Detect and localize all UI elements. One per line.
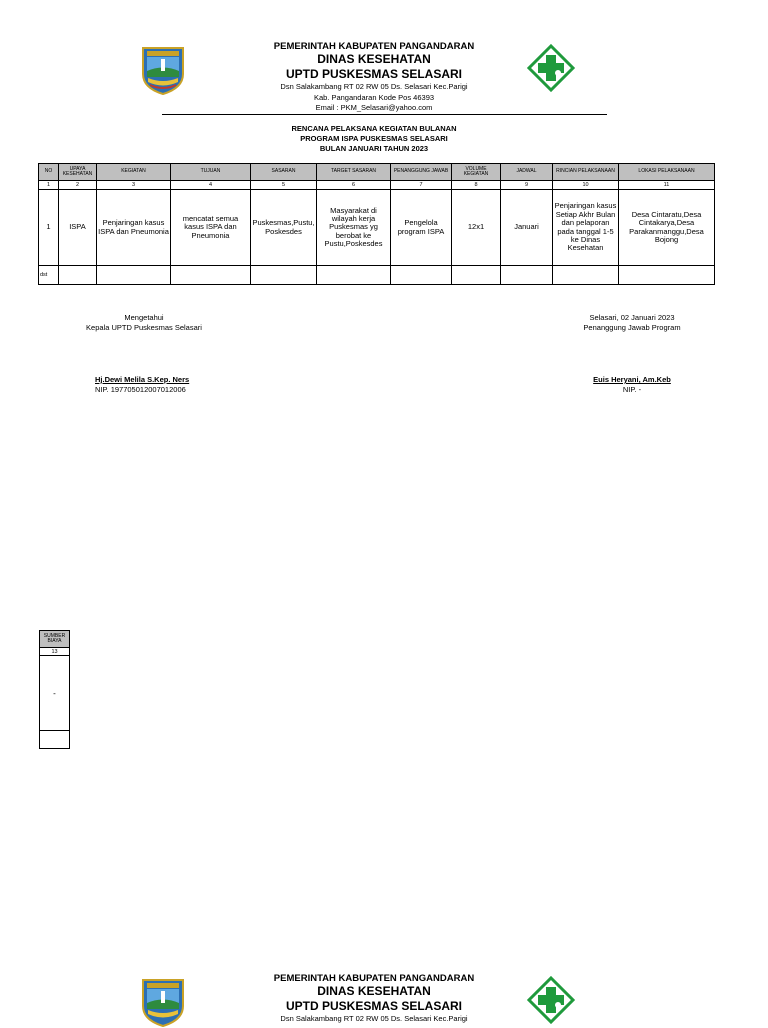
title-line-1: RENCANA PELAKSANA KEGIATAN BULANAN bbox=[291, 124, 457, 133]
column-number: 7 bbox=[391, 181, 452, 190]
header-postal: Kab. Pangandaran Kode Pos 46393 bbox=[313, 93, 435, 102]
empty-cell bbox=[171, 266, 251, 285]
funding-source-value: - bbox=[40, 656, 70, 731]
funding-source-number: 13 bbox=[40, 648, 70, 656]
empty-cell bbox=[251, 266, 317, 285]
empty-cell bbox=[619, 266, 715, 285]
signature-left-nip: NIP. 197705012007012006 bbox=[95, 385, 186, 394]
cell-target: Masyarakat di wilayah kerja Puskesmas yg berobat ke Pustu,Poskesdes bbox=[317, 190, 391, 266]
signature-right-title: Penanggung Jawab Program bbox=[583, 323, 681, 332]
column-number: 10 bbox=[553, 181, 619, 190]
column-header: KEGIATAN bbox=[97, 164, 171, 181]
column-header: TARGET SASARAN bbox=[317, 164, 391, 181]
column-header: RINCIAN PELAKSANAAN bbox=[553, 164, 619, 181]
cell-tujuan: mencatat semua kasus ISPA dan Pneumonia bbox=[171, 190, 251, 266]
table-row-dst bbox=[39, 266, 715, 285]
column-number-row bbox=[39, 181, 715, 190]
signature-left-title: Kepala UPTD Puskesmas Selasari bbox=[86, 323, 202, 332]
signature-left-name: Hj.Dewi Melila S.Kep. Ners bbox=[95, 375, 190, 384]
regency-emblem-icon bbox=[140, 44, 186, 96]
cell-no: 1 bbox=[39, 190, 59, 266]
empty-cell bbox=[553, 266, 619, 285]
empty-cell bbox=[97, 266, 171, 285]
empty-cell bbox=[391, 266, 452, 285]
cell-lokasi: Desa Cintaratu,Desa Cintakarya,Desa Parakanmanggu,Desa Bojong bbox=[619, 190, 715, 266]
cell-rincian: Penjaringan kasus Setiap Akhr Bulan dan pelaporan pada tanggal 1-5 ke Dinas Kesehatan bbox=[553, 190, 619, 266]
header-agency: DINAS KESEHATAN bbox=[317, 52, 431, 66]
column-header: TUJUAN bbox=[171, 164, 251, 181]
cell-kegiatan: Penjaringan kasus ISPA dan Pneumonia bbox=[97, 190, 171, 266]
cell-dst: dst bbox=[39, 266, 59, 285]
header-government: PEMERINTAH KABUPATEN PANGANDARAN bbox=[273, 41, 475, 52]
header-email: Email : PKM_Selasari@yahoo.com bbox=[315, 103, 433, 112]
puskesmas-logo-icon bbox=[527, 976, 575, 1024]
column-number: 2 bbox=[59, 181, 97, 190]
cell-penanggung-jawab: Pengelola program ISPA bbox=[391, 190, 452, 266]
column-header: PENANGGUNG JAWAB bbox=[391, 164, 452, 181]
puskesmas-logo-icon bbox=[527, 44, 575, 92]
column-header: UPAYA KESEHATAN bbox=[59, 164, 97, 181]
cell-volume: 12x1 bbox=[452, 190, 501, 266]
column-number: 3 bbox=[97, 181, 171, 190]
table-row bbox=[39, 190, 715, 266]
column-header: VOLUME KEGIATAN bbox=[452, 164, 501, 181]
empty-cell bbox=[59, 266, 97, 285]
empty-cell bbox=[501, 266, 553, 285]
header-unit: UPTD PUSKESMAS SELASARI bbox=[285, 67, 463, 81]
header-unit: UPTD PUSKESMAS SELASARI bbox=[285, 999, 463, 1013]
signature-right-date: Selasari, 02 Januari 2023 bbox=[589, 313, 675, 322]
column-header: NO bbox=[39, 164, 59, 181]
signature-left-label: Mengetahui bbox=[124, 313, 164, 322]
column-number: 1 bbox=[39, 181, 59, 190]
empty-cell bbox=[40, 731, 70, 749]
signature-right-name: Euis Heryani, Am.Keb bbox=[593, 375, 671, 384]
empty-cell bbox=[317, 266, 391, 285]
cell-sasaran: Puskesmas,Pustu, Poskesdes bbox=[251, 190, 317, 266]
activity-plan-table bbox=[38, 163, 715, 285]
empty-cell bbox=[452, 266, 501, 285]
table-header-row bbox=[39, 164, 715, 181]
column-number: 6 bbox=[317, 181, 391, 190]
column-number: 5 bbox=[251, 181, 317, 190]
header-address: Dsn Salakambang RT 02 RW 05 Ds. Selasari Kec.Parigi bbox=[280, 82, 468, 91]
column-number: 11 bbox=[619, 181, 715, 190]
signature-right-nip: NIP. - bbox=[622, 385, 642, 394]
header-rule bbox=[162, 114, 607, 115]
funding-source-table bbox=[39, 630, 70, 749]
regency-emblem-icon bbox=[140, 976, 186, 1028]
header-government: PEMERINTAH KABUPATEN PANGANDARAN bbox=[273, 973, 475, 984]
column-number: 8 bbox=[452, 181, 501, 190]
column-number: 4 bbox=[171, 181, 251, 190]
column-header: LOKASI PELAKSANAAN bbox=[619, 164, 715, 181]
cell-upaya: ISPA bbox=[59, 190, 97, 266]
column-header: JADWAL bbox=[501, 164, 553, 181]
title-line-3: BULAN JANUARI TAHUN 2023 bbox=[319, 144, 429, 153]
funding-source-header: SUMBER BIAYA bbox=[40, 631, 70, 648]
column-header: SASARAN bbox=[251, 164, 317, 181]
title-line-2: PROGRAM ISPA PUSKESMAS SELASARI bbox=[300, 134, 448, 143]
header-address: Dsn Salakambang RT 02 RW 05 Ds. Selasari Kec.Parigi bbox=[280, 1014, 468, 1023]
cell-jadwal: Januari bbox=[501, 190, 553, 266]
header-agency: DINAS KESEHATAN bbox=[317, 984, 431, 998]
column-number: 9 bbox=[501, 181, 553, 190]
